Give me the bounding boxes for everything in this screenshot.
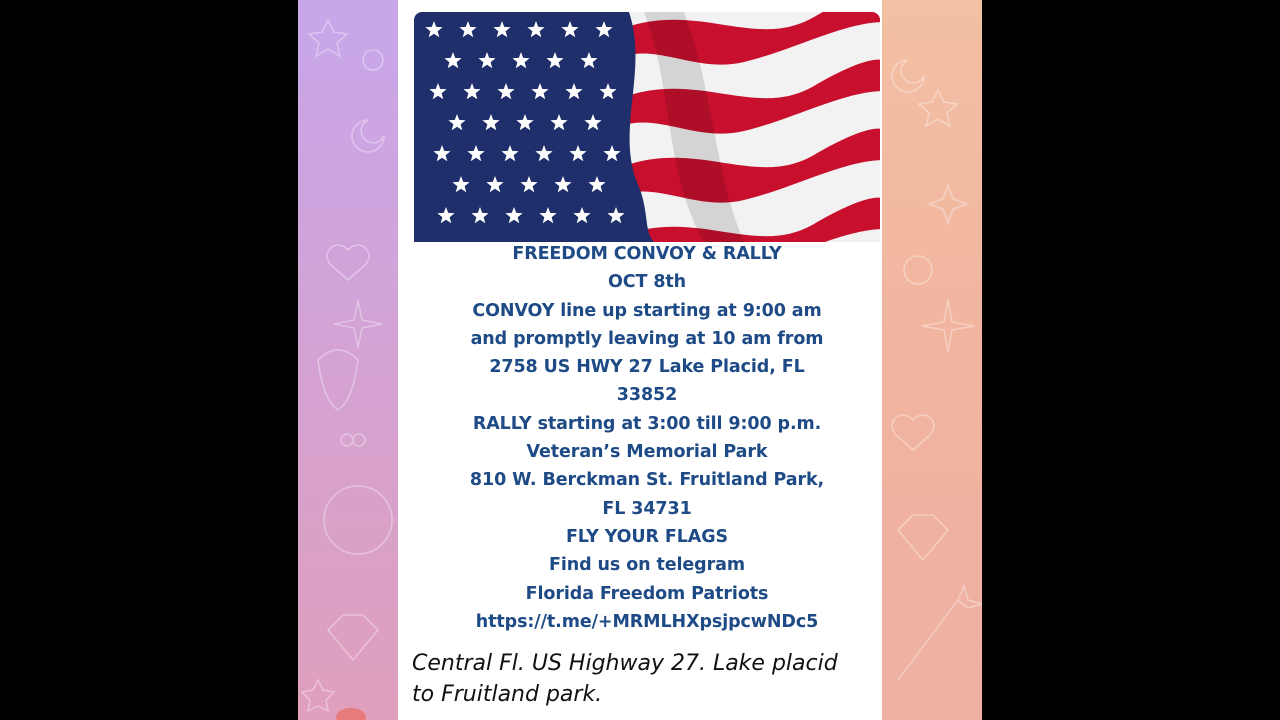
caption-line-1: Central Fl. US Highway 27. Lake placid xyxy=(412,651,838,676)
flag-canton xyxy=(414,12,654,242)
caption-line-2: to Fruitland park. xyxy=(412,682,603,707)
poster-title: FREEDOM CONVOY & RALLY xyxy=(512,244,782,264)
poster-text-block xyxy=(414,240,880,640)
poster-rally-address: 810 W. Berckman St. Fruitland Park, xyxy=(469,470,825,491)
sender-avatar-edge[interactable] xyxy=(336,708,366,720)
poster-convoy-leave: and promptly leaving at 10 am from xyxy=(470,328,824,349)
poster-rally-time: RALLY starting at 3:00 till 9:00 p.m. xyxy=(472,413,822,434)
poster-convoy-zip: 33852 xyxy=(616,385,678,406)
poster-fly-flags: FLY YOUR FLAGS xyxy=(565,526,729,547)
moon-doodle xyxy=(892,60,924,92)
flag-graphic xyxy=(414,12,880,242)
sun-doodle xyxy=(904,256,932,284)
shell-doodle xyxy=(318,350,358,410)
poster-group-name: Florida Freedom Patriots xyxy=(525,583,769,604)
wand-doodle xyxy=(898,586,982,680)
heart-doodle xyxy=(327,245,369,280)
face-doodle xyxy=(324,486,392,554)
circle-doodle xyxy=(363,50,383,70)
gem-doodle xyxy=(328,615,378,660)
star-doodle xyxy=(922,300,974,352)
star-doodle xyxy=(929,185,967,223)
star-doodle xyxy=(309,20,347,56)
gem-doodle xyxy=(898,515,948,560)
star-doodle xyxy=(334,300,382,348)
flower-doodle xyxy=(341,434,365,446)
poster-rally-zip: FL 34731 xyxy=(602,498,692,519)
poster-rally-venue: Veteran’s Memorial Park xyxy=(526,442,768,463)
poster-telegram-label: Find us on telegram xyxy=(549,555,745,576)
poster-telegram-link[interactable]: https://t.me/+MRMLHXpsjpcwNDc5 xyxy=(475,611,819,632)
star-doodle xyxy=(302,680,334,711)
moon-doodle xyxy=(352,120,384,152)
star-doodle xyxy=(919,90,957,126)
poster-date: OCT 8th xyxy=(607,272,687,293)
heart-doodle xyxy=(892,415,934,450)
poster-convoy-time: CONVOY line up starting at 9:00 am xyxy=(472,300,822,321)
american-flag-image[interactable] xyxy=(414,12,880,242)
message-caption xyxy=(412,648,872,710)
poster-convoy-address: 2758 US HWY 27 Lake Placid, FL xyxy=(489,357,805,378)
